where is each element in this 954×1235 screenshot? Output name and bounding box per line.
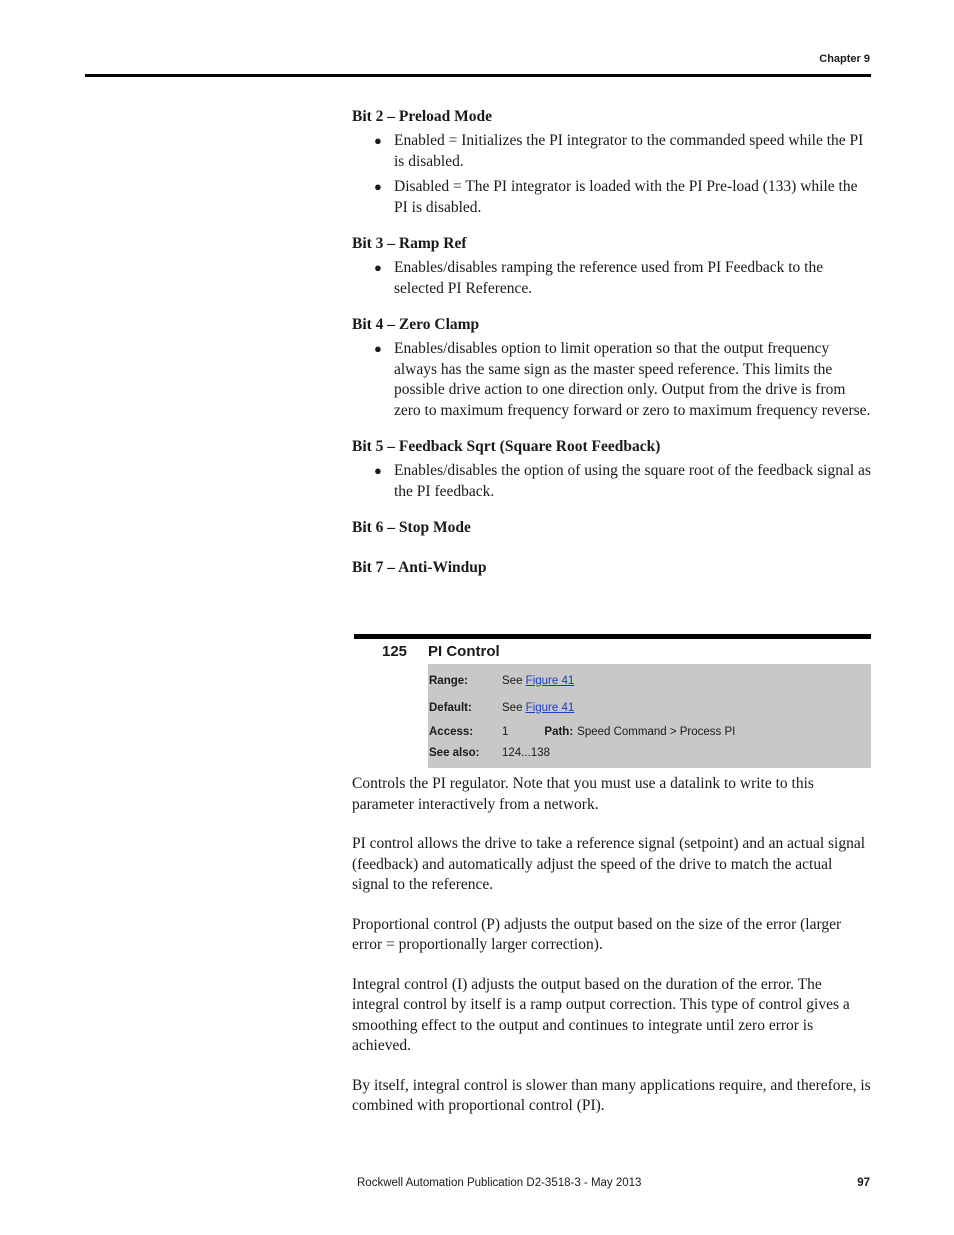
list-item [352, 258, 871, 299]
chapter-label: Chapter 9 [819, 53, 870, 65]
parameter-block [354, 634, 871, 768]
bullet-text: Enables/disables option to limit operation so that the output frequency always has the same sign as the master speed reference. This limits the possible drive action to one direction only. Output from the drive is from zero to maximum frequency forward or zero to maximum frequency reverse. [394, 340, 871, 419]
range-row [428, 667, 871, 694]
bit-7-section [352, 558, 871, 578]
list-item [352, 461, 871, 502]
list-item [352, 131, 871, 172]
parameter-name: PI Control [428, 643, 500, 660]
list-item [352, 177, 871, 218]
default-label: Default: [429, 701, 472, 714]
bit-4-title: Bit 4 – Zero Clamp [352, 316, 480, 333]
bit-2-section [352, 107, 871, 218]
page-number: 97 [857, 1177, 870, 1189]
parameter-header [354, 639, 871, 664]
bullet-text: Disabled = The PI integrator is loaded with the PI Pre-load (133) while the PI is disabled. [394, 178, 858, 216]
paragraph: By itself, integral control is slower than many applications require, and therefore, is combined with proportional control (PI). [352, 1076, 871, 1114]
range-value [502, 675, 574, 687]
bit-5-title: Bit 5 – Feedback Sqrt (Square Root Feedback) [352, 438, 661, 455]
bit-5-section [352, 437, 871, 502]
bullet-text: Enabled = Initializes the PI integrator to the commanded speed while the PI is disabled. [394, 132, 864, 170]
range-label: Range: [429, 674, 468, 687]
access-row [428, 721, 871, 743]
figure-41-link[interactable]: Figure 41 [525, 674, 575, 687]
bullet-icon: ● [374, 463, 382, 478]
bit-6-section [352, 518, 871, 538]
parameter-table [428, 664, 871, 768]
bit-3-section [352, 234, 871, 299]
path-value: Speed Command > Process PI [577, 725, 736, 738]
parameter-number: 125 [382, 643, 408, 660]
figure-41-link[interactable]: Figure 41 [525, 701, 575, 714]
description-text [352, 774, 871, 1136]
paragraph: Controls the PI regulator. Note that you must use a datalink to write to this parameter interactively from a network. [352, 775, 814, 813]
bullet-icon: ● [374, 133, 382, 148]
default-value [502, 702, 574, 714]
bit-3-title: Bit 3 – Ramp Ref [352, 235, 467, 252]
list-item [352, 339, 871, 421]
access-value: 1 [502, 725, 509, 738]
path-label: Path: [544, 725, 574, 738]
bullet-icon: ● [374, 341, 382, 356]
default-row [428, 694, 871, 721]
bit-4-section [352, 315, 871, 421]
bit-7-title: Bit 7 – Anti-Windup [352, 559, 487, 576]
bullet-icon: ● [374, 179, 382, 194]
paragraph: PI control allows the drive to take a reference signal (setpoint) and an actual signal (feedback) and automatically adjust the speed of the drive to match the actual signal to the reference. [352, 835, 866, 893]
header-divider [85, 74, 871, 77]
range-prefix: See [502, 674, 523, 687]
see-also-value: 124...138 [502, 747, 550, 760]
bit-6-title: Bit 6 – Stop Mode [352, 519, 471, 536]
bullet-text: Enables/disables the option of using the square root of the feedback signal as the PI feedback. [394, 462, 871, 500]
bullet-icon: ● [374, 260, 382, 275]
paragraph: Proportional control (P) adjusts the output based on the size of the error (larger error = proportionally larger correction). [352, 915, 842, 953]
access-label: Access: [429, 725, 474, 738]
see-also-label: See also: [429, 747, 480, 760]
bit-descriptions [352, 107, 871, 594]
bullet-text: Enables/disables ramping the reference used from PI Feedback to the selected PI Reference. [394, 259, 824, 297]
see-also-row [428, 743, 871, 765]
bit-2-title: Bit 2 – Preload Mode [352, 108, 493, 125]
publication-footer: Rockwell Automation Publication D2-3518-3 - May 2013 [357, 1177, 642, 1189]
paragraph: Integral control (I) adjusts the output based on the duration of the error. The integral control by itself is a ramp output correction. This type of control gives a smoothing effect to the output and continues to integrate until zero error is achieved. [352, 975, 850, 1054]
default-prefix: See [502, 701, 523, 714]
